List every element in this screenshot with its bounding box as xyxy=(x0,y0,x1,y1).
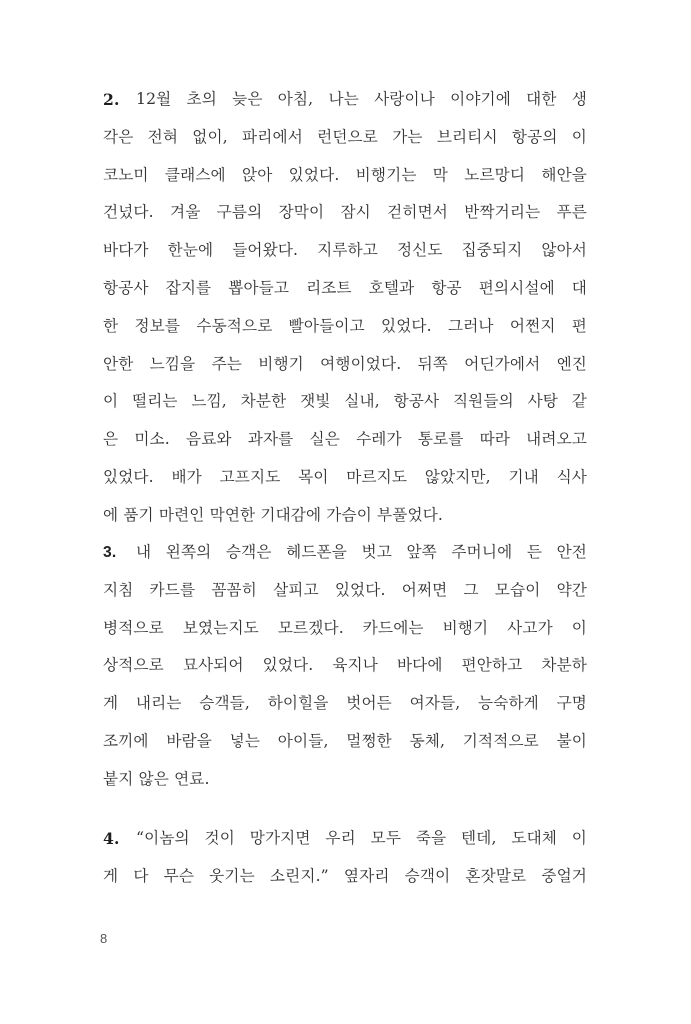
paragraph-number: 3. xyxy=(103,544,117,561)
line-text: 붙지 않은 연료. xyxy=(103,769,210,788)
paragraph-line xyxy=(103,610,587,648)
line-text: 코노미 클래스에 앉아 있었다. 비행기는 막 노르망디 해안을 xyxy=(103,165,587,184)
paragraph-line xyxy=(103,308,587,346)
paragraph-3 xyxy=(103,534,587,799)
line-text: 조끼에 바람을 넣는 아이들, 멀쩡한 동체, 기적적으로 불이 xyxy=(103,731,587,750)
paragraph-number: 2. xyxy=(103,90,120,109)
page-number: 8 xyxy=(100,931,108,946)
line-text: 건넜다. 겨울 구름의 장막이 잠시 걷히면서 반짝거리는 푸른 xyxy=(103,203,587,222)
line-text: 게 내리는 승객들, 하이힐을 벗어든 여자들, 능숙하게 구명 xyxy=(103,694,587,713)
paragraph-4 xyxy=(103,820,587,896)
paragraph-line xyxy=(103,157,587,195)
paragraph-line xyxy=(103,858,587,896)
paragraph-line xyxy=(103,761,587,799)
paragraph-number: 4. xyxy=(103,829,120,848)
paragraph-line xyxy=(103,572,587,610)
paragraph-line xyxy=(103,81,587,119)
line-text: 바다가 한눈에 들어왔다. 지루하고 정신도 집중되지 않아서 xyxy=(103,241,587,260)
line-text: 항공사 잡지를 뽑아들고 리조트 호텔과 항공 편의시설에 대 xyxy=(103,278,587,297)
line-text: 12월 초의 늦은 아침, 나는 사랑이나 이야기에 대한 생 xyxy=(136,90,587,108)
paragraph-line xyxy=(103,232,587,270)
paragraph-line xyxy=(103,383,587,421)
paragraph-line xyxy=(103,723,587,761)
line-text: 내 왼쪽의 승객은 헤드폰을 벗고 앞쪽 주머니에 든 안전 xyxy=(136,543,587,561)
paragraph-line xyxy=(103,421,587,459)
line-text: “이놈의 것이 망가지면 우리 모두 죽을 텐데, 도대체 이 xyxy=(136,829,587,847)
paragraph-line xyxy=(103,459,587,497)
paragraph-line xyxy=(103,534,587,572)
paragraph-line xyxy=(103,346,587,384)
paragraph-line xyxy=(103,647,587,685)
line-text: 게 다 무슨 웃기는 소린지.” 옆자리 승객이 혼잣말로 중얼거 xyxy=(103,866,587,885)
paragraph-2 xyxy=(103,81,587,535)
line-text: 있었다. 배가 고프지도 목이 마르지도 않았지만, 기내 식사 xyxy=(103,467,587,486)
paragraph-line xyxy=(103,194,587,232)
line-text: 지침 카드를 꼼꼼히 살피고 있었다. 어쩌면 그 모습이 약간 xyxy=(103,580,587,599)
line-text: 은 미소. 음료와 과자를 실은 수레가 통로를 따라 내려오고 xyxy=(103,430,587,449)
line-text: 이 떨리는 느낌, 차분한 잿빛 실내, 항공사 직원들의 사탕 같 xyxy=(103,392,587,411)
paragraph-line xyxy=(103,497,587,535)
line-text: 안한 느낌을 주는 비행기 여행이었다. 뒤쪽 어딘가에서 엔진 xyxy=(103,354,587,373)
paragraph-line xyxy=(103,820,587,858)
line-text: 상적으로 묘사되어 있었다. 육지나 바다에 편안하고 차분하 xyxy=(103,656,587,675)
paragraph-line xyxy=(103,685,587,723)
line-text: 에 품기 마련인 막연한 기대감에 가슴이 부풀었다. xyxy=(103,505,444,524)
line-text: 각은 전혀 없이, 파리에서 런던으로 가는 브리티시 항공의 이 xyxy=(103,127,587,146)
line-text: 병적으로 보였는지도 모르겠다. 카드에는 비행기 사고가 이 xyxy=(103,618,587,637)
paragraph-line xyxy=(103,270,587,308)
paragraph-line xyxy=(103,119,587,157)
line-text: 한 정보를 수동적으로 빨아들이고 있었다. 그러나 어쩐지 편 xyxy=(103,316,587,335)
